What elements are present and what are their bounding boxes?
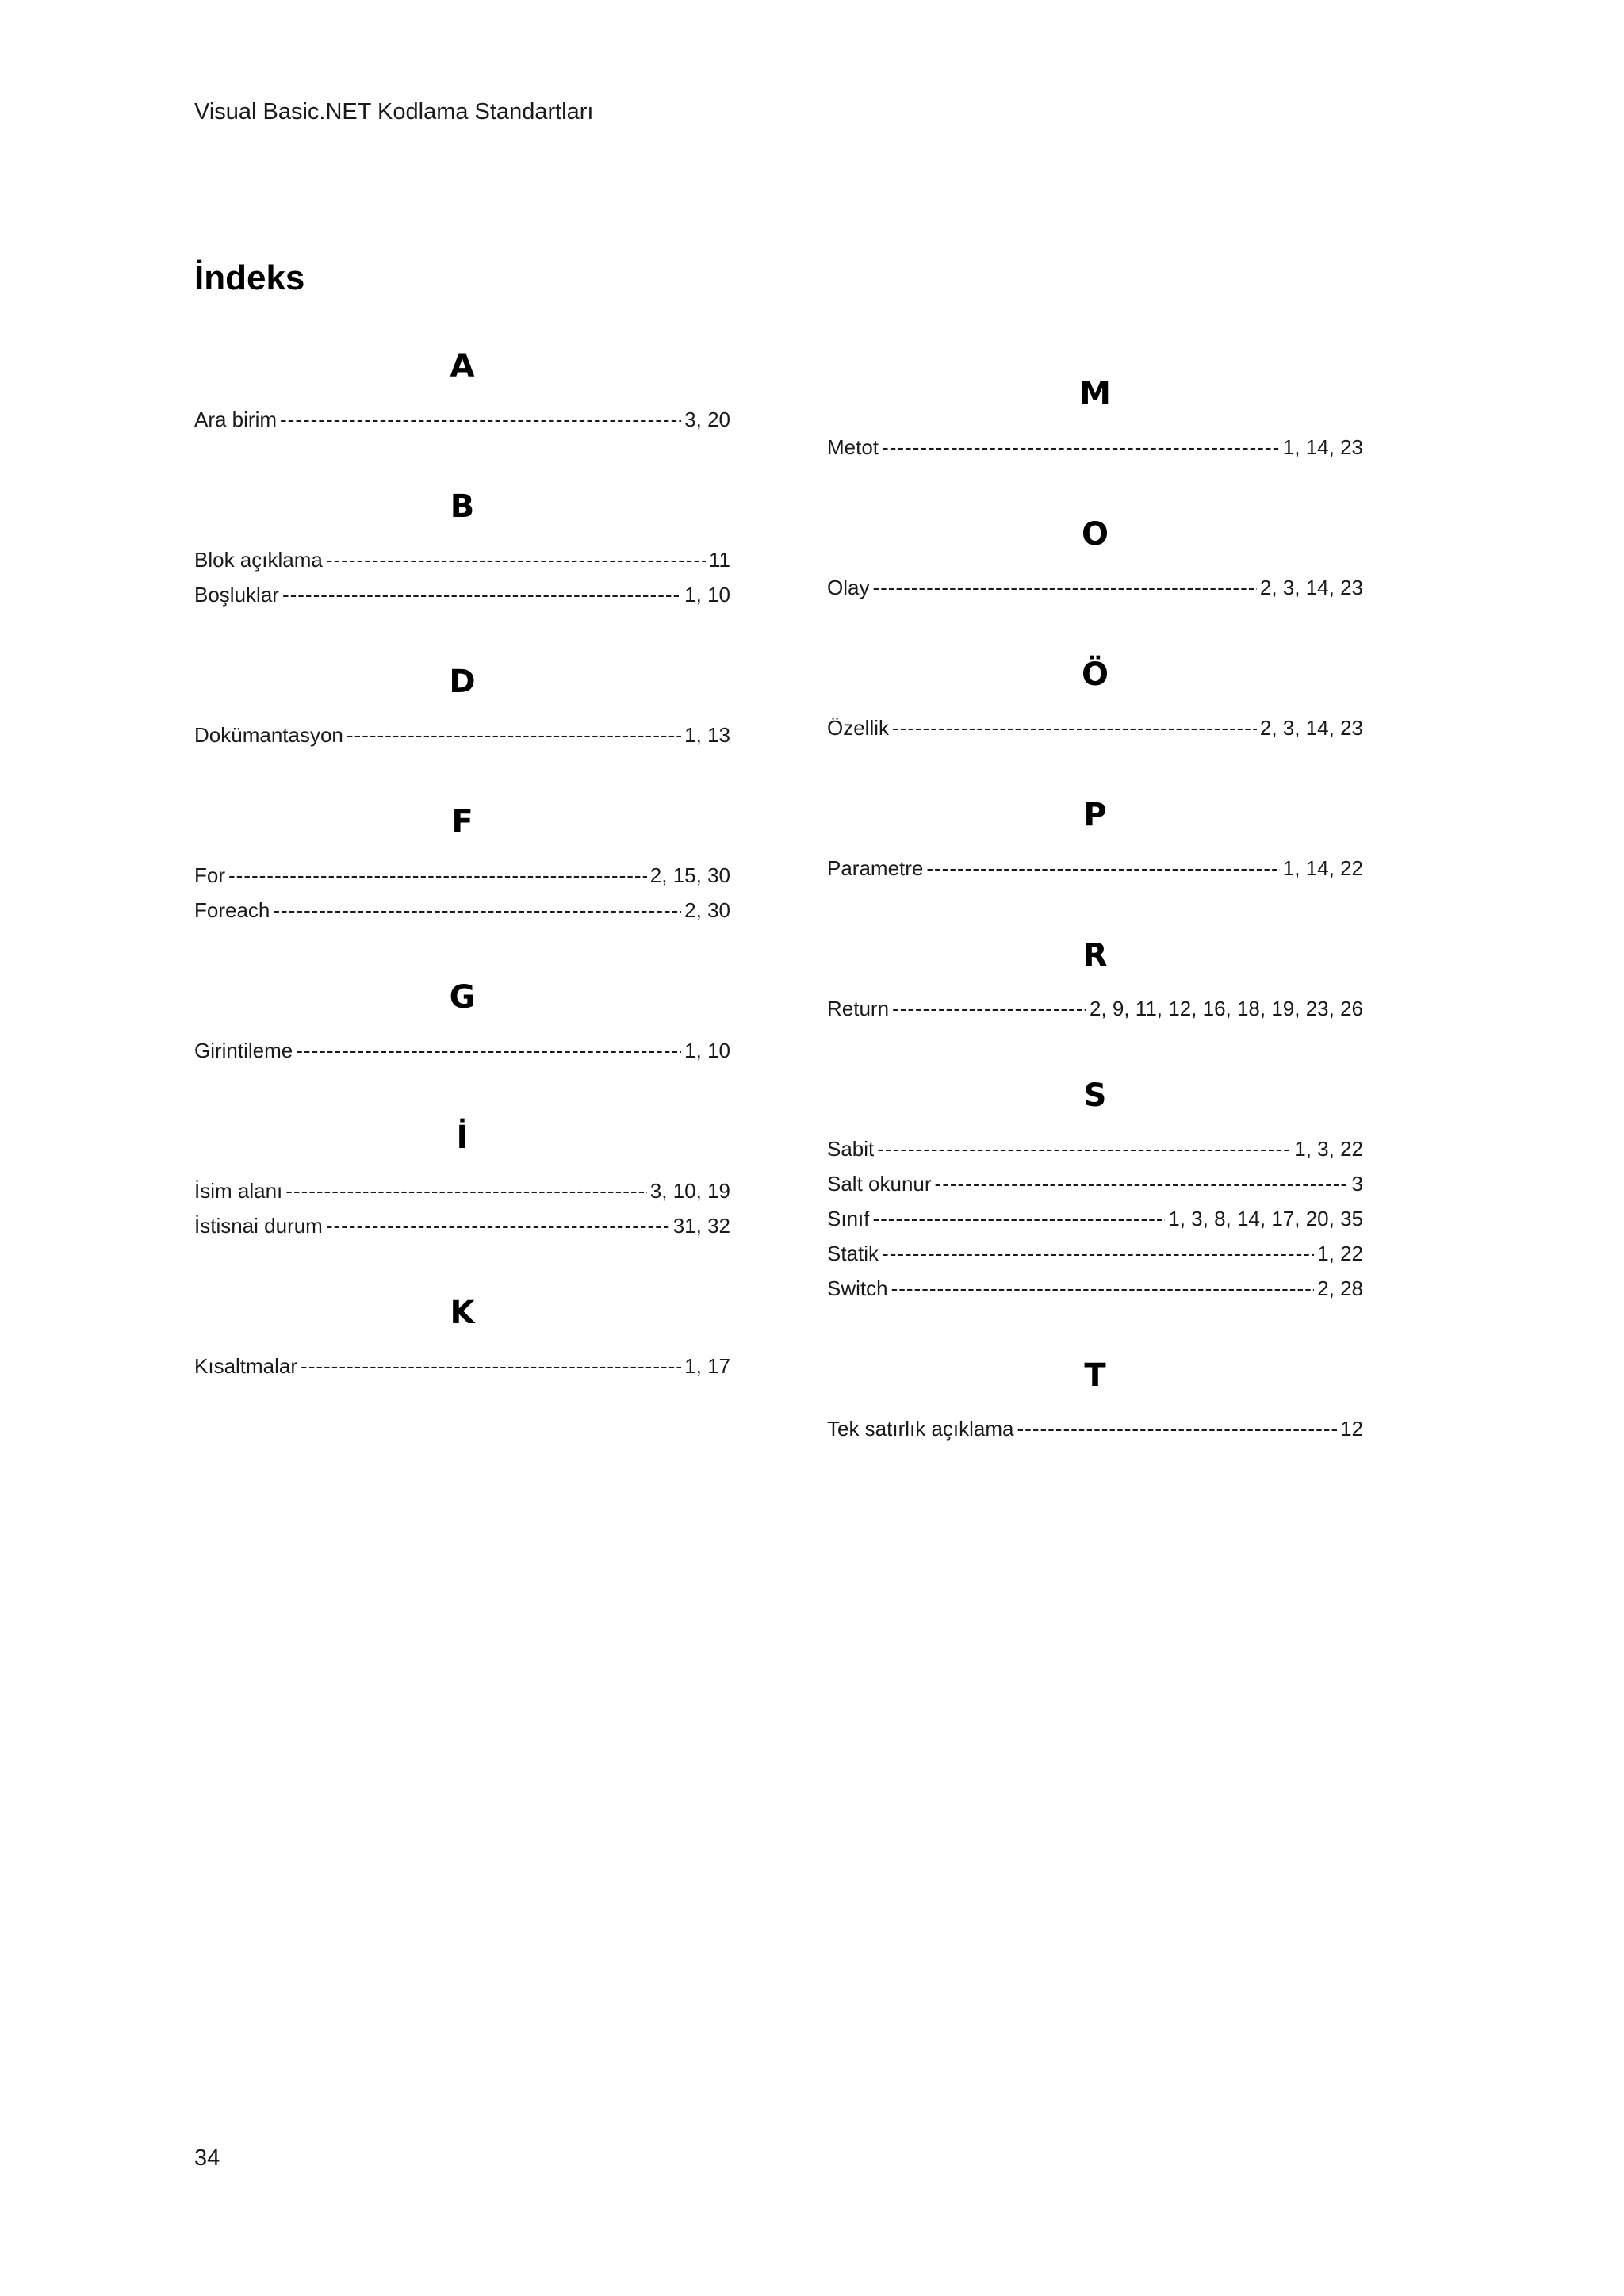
letter-group-i-dotted bbox=[194, 1119, 730, 1243]
dot-leader bbox=[891, 1271, 1315, 1306]
dot-leader bbox=[882, 1236, 1314, 1271]
letter-group-o bbox=[827, 515, 1363, 605]
index-pages: 1, 3, 8, 14, 17, 20, 35 bbox=[1168, 1207, 1363, 1230]
letter-heading: B bbox=[450, 488, 475, 525]
index-entry bbox=[827, 991, 1363, 1026]
index-term: İstisnai durum bbox=[194, 1214, 323, 1238]
index-entry bbox=[827, 1236, 1363, 1271]
letter-group-m bbox=[827, 375, 1363, 465]
index-pages: 2, 28 bbox=[1317, 1276, 1363, 1300]
dot-leader bbox=[892, 710, 1257, 745]
index-pages: 1, 13 bbox=[684, 723, 730, 747]
index-entry bbox=[194, 1033, 730, 1068]
letter-group-s bbox=[827, 1077, 1363, 1306]
index-pages: 3 bbox=[1351, 1172, 1363, 1196]
dot-leader bbox=[273, 893, 681, 928]
index-term: Girintileme bbox=[194, 1039, 293, 1062]
index-entry bbox=[827, 1131, 1363, 1166]
letter-group-o-umlaut bbox=[827, 656, 1363, 745]
index-pages: 31, 32 bbox=[672, 1214, 730, 1238]
index-pages: 2, 3, 14, 23 bbox=[1259, 576, 1363, 599]
index-column-right bbox=[827, 375, 1363, 1497]
running-header: Visual Basic.NET Kodlama Standartları bbox=[194, 99, 594, 124]
index-term: Salt okunur bbox=[827, 1172, 932, 1196]
dot-leader bbox=[935, 1166, 1349, 1201]
letter-heading: R bbox=[1082, 937, 1108, 974]
letter-heading: O bbox=[1081, 516, 1109, 553]
letter-heading: D bbox=[449, 664, 476, 700]
index-entry bbox=[194, 402, 730, 437]
index-pages: 2, 30 bbox=[684, 898, 730, 922]
dot-leader bbox=[872, 570, 1256, 605]
index-pages: 1, 14, 22 bbox=[1282, 856, 1363, 880]
index-term: Parametre bbox=[827, 856, 924, 880]
dot-leader bbox=[882, 430, 1280, 465]
index-entry bbox=[194, 718, 730, 752]
index-term: İsim alanı bbox=[194, 1179, 283, 1203]
index-term: Sınıf bbox=[827, 1207, 870, 1230]
index-entry bbox=[194, 1349, 730, 1383]
dot-leader bbox=[285, 1173, 647, 1208]
index-title: İndeks bbox=[194, 258, 305, 297]
index-term: Kısaltmalar bbox=[194, 1354, 298, 1378]
index-pages: 1, 3, 22 bbox=[1294, 1137, 1363, 1161]
letter-heading: İ bbox=[456, 1119, 469, 1156]
index-term: Tek satırlık açıklama bbox=[827, 1417, 1014, 1441]
index-entry bbox=[827, 1201, 1363, 1236]
index-entry bbox=[194, 893, 730, 928]
dot-leader bbox=[228, 858, 647, 893]
letter-group-a bbox=[194, 347, 730, 437]
letter-group-t bbox=[827, 1357, 1363, 1446]
index-term: Boşluklar bbox=[194, 583, 279, 607]
dot-leader bbox=[301, 1349, 681, 1383]
dot-leader bbox=[326, 1208, 670, 1243]
index-pages: 11 bbox=[709, 548, 730, 572]
index-term: Ara birim bbox=[194, 408, 278, 431]
index-pages: 3, 10, 19 bbox=[649, 1179, 730, 1203]
letter-heading: P bbox=[1083, 797, 1107, 833]
letter-heading: A bbox=[450, 348, 475, 385]
index-pages: 2, 3, 14, 23 bbox=[1259, 716, 1363, 740]
index-entry bbox=[194, 1173, 730, 1208]
dot-leader bbox=[280, 402, 681, 437]
dot-leader bbox=[877, 1131, 1291, 1166]
letter-heading: K bbox=[450, 1295, 475, 1331]
index-pages: 1, 10 bbox=[684, 1039, 730, 1062]
index-entry bbox=[827, 1411, 1363, 1446]
letter-heading: G bbox=[449, 979, 476, 1016]
letter-heading: T bbox=[1084, 1357, 1106, 1394]
letter-group-f bbox=[194, 803, 730, 928]
index-entry bbox=[827, 1166, 1363, 1201]
index-pages: 3, 20 bbox=[684, 408, 730, 431]
index-term: Foreach bbox=[194, 898, 270, 922]
index-term: Dokümantasyon bbox=[194, 723, 343, 747]
letter-heading: Ö bbox=[1081, 656, 1109, 693]
index-pages: 2, 15, 30 bbox=[649, 863, 730, 887]
index-pages: 1, 22 bbox=[1317, 1242, 1363, 1265]
index-pages: 1, 10 bbox=[684, 583, 730, 607]
dot-leader bbox=[282, 577, 681, 612]
dot-leader bbox=[347, 718, 681, 752]
index-entry bbox=[194, 858, 730, 893]
dot-leader bbox=[872, 1201, 1165, 1236]
letter-group-g bbox=[194, 978, 730, 1068]
letter-group-p bbox=[827, 796, 1363, 886]
index-entry bbox=[827, 851, 1363, 886]
page-number: 34 bbox=[194, 2145, 220, 2171]
dot-leader bbox=[1017, 1411, 1338, 1446]
dot-leader bbox=[926, 851, 1279, 886]
index-term: Metot bbox=[827, 435, 879, 459]
index-entry bbox=[827, 1271, 1363, 1306]
letter-heading: M bbox=[1079, 376, 1111, 412]
index-term: Özellik bbox=[827, 716, 890, 740]
index-term: Switch bbox=[827, 1276, 888, 1300]
letter-group-d bbox=[194, 663, 730, 752]
index-term: Sabit bbox=[827, 1137, 875, 1161]
index-term: Return bbox=[827, 997, 890, 1020]
index-term: Olay bbox=[827, 576, 870, 599]
dot-leader bbox=[326, 542, 706, 577]
index-entry bbox=[194, 542, 730, 577]
index-pages: 2, 9, 11, 12, 16, 18, 19, 23, 26 bbox=[1089, 997, 1363, 1020]
index-entry bbox=[827, 570, 1363, 605]
index-pages: 1, 17 bbox=[684, 1354, 730, 1378]
letter-group-k bbox=[194, 1294, 730, 1383]
letter-heading: F bbox=[451, 804, 473, 840]
letter-group-r bbox=[827, 936, 1363, 1026]
index-pages: 12 bbox=[1340, 1417, 1363, 1441]
letter-heading: S bbox=[1083, 1077, 1107, 1114]
index-column-left bbox=[194, 347, 730, 1434]
index-pages: 1, 14, 23 bbox=[1282, 435, 1363, 459]
index-entry bbox=[827, 710, 1363, 745]
index-entry bbox=[194, 1208, 730, 1243]
index-entry bbox=[827, 430, 1363, 465]
dot-leader bbox=[296, 1033, 681, 1068]
index-term: Statik bbox=[827, 1242, 879, 1265]
letter-group-b bbox=[194, 488, 730, 612]
index-entry bbox=[194, 577, 730, 612]
index-term: Blok açıklama bbox=[194, 548, 323, 572]
index-term: For bbox=[194, 863, 225, 887]
dot-leader bbox=[892, 991, 1086, 1026]
